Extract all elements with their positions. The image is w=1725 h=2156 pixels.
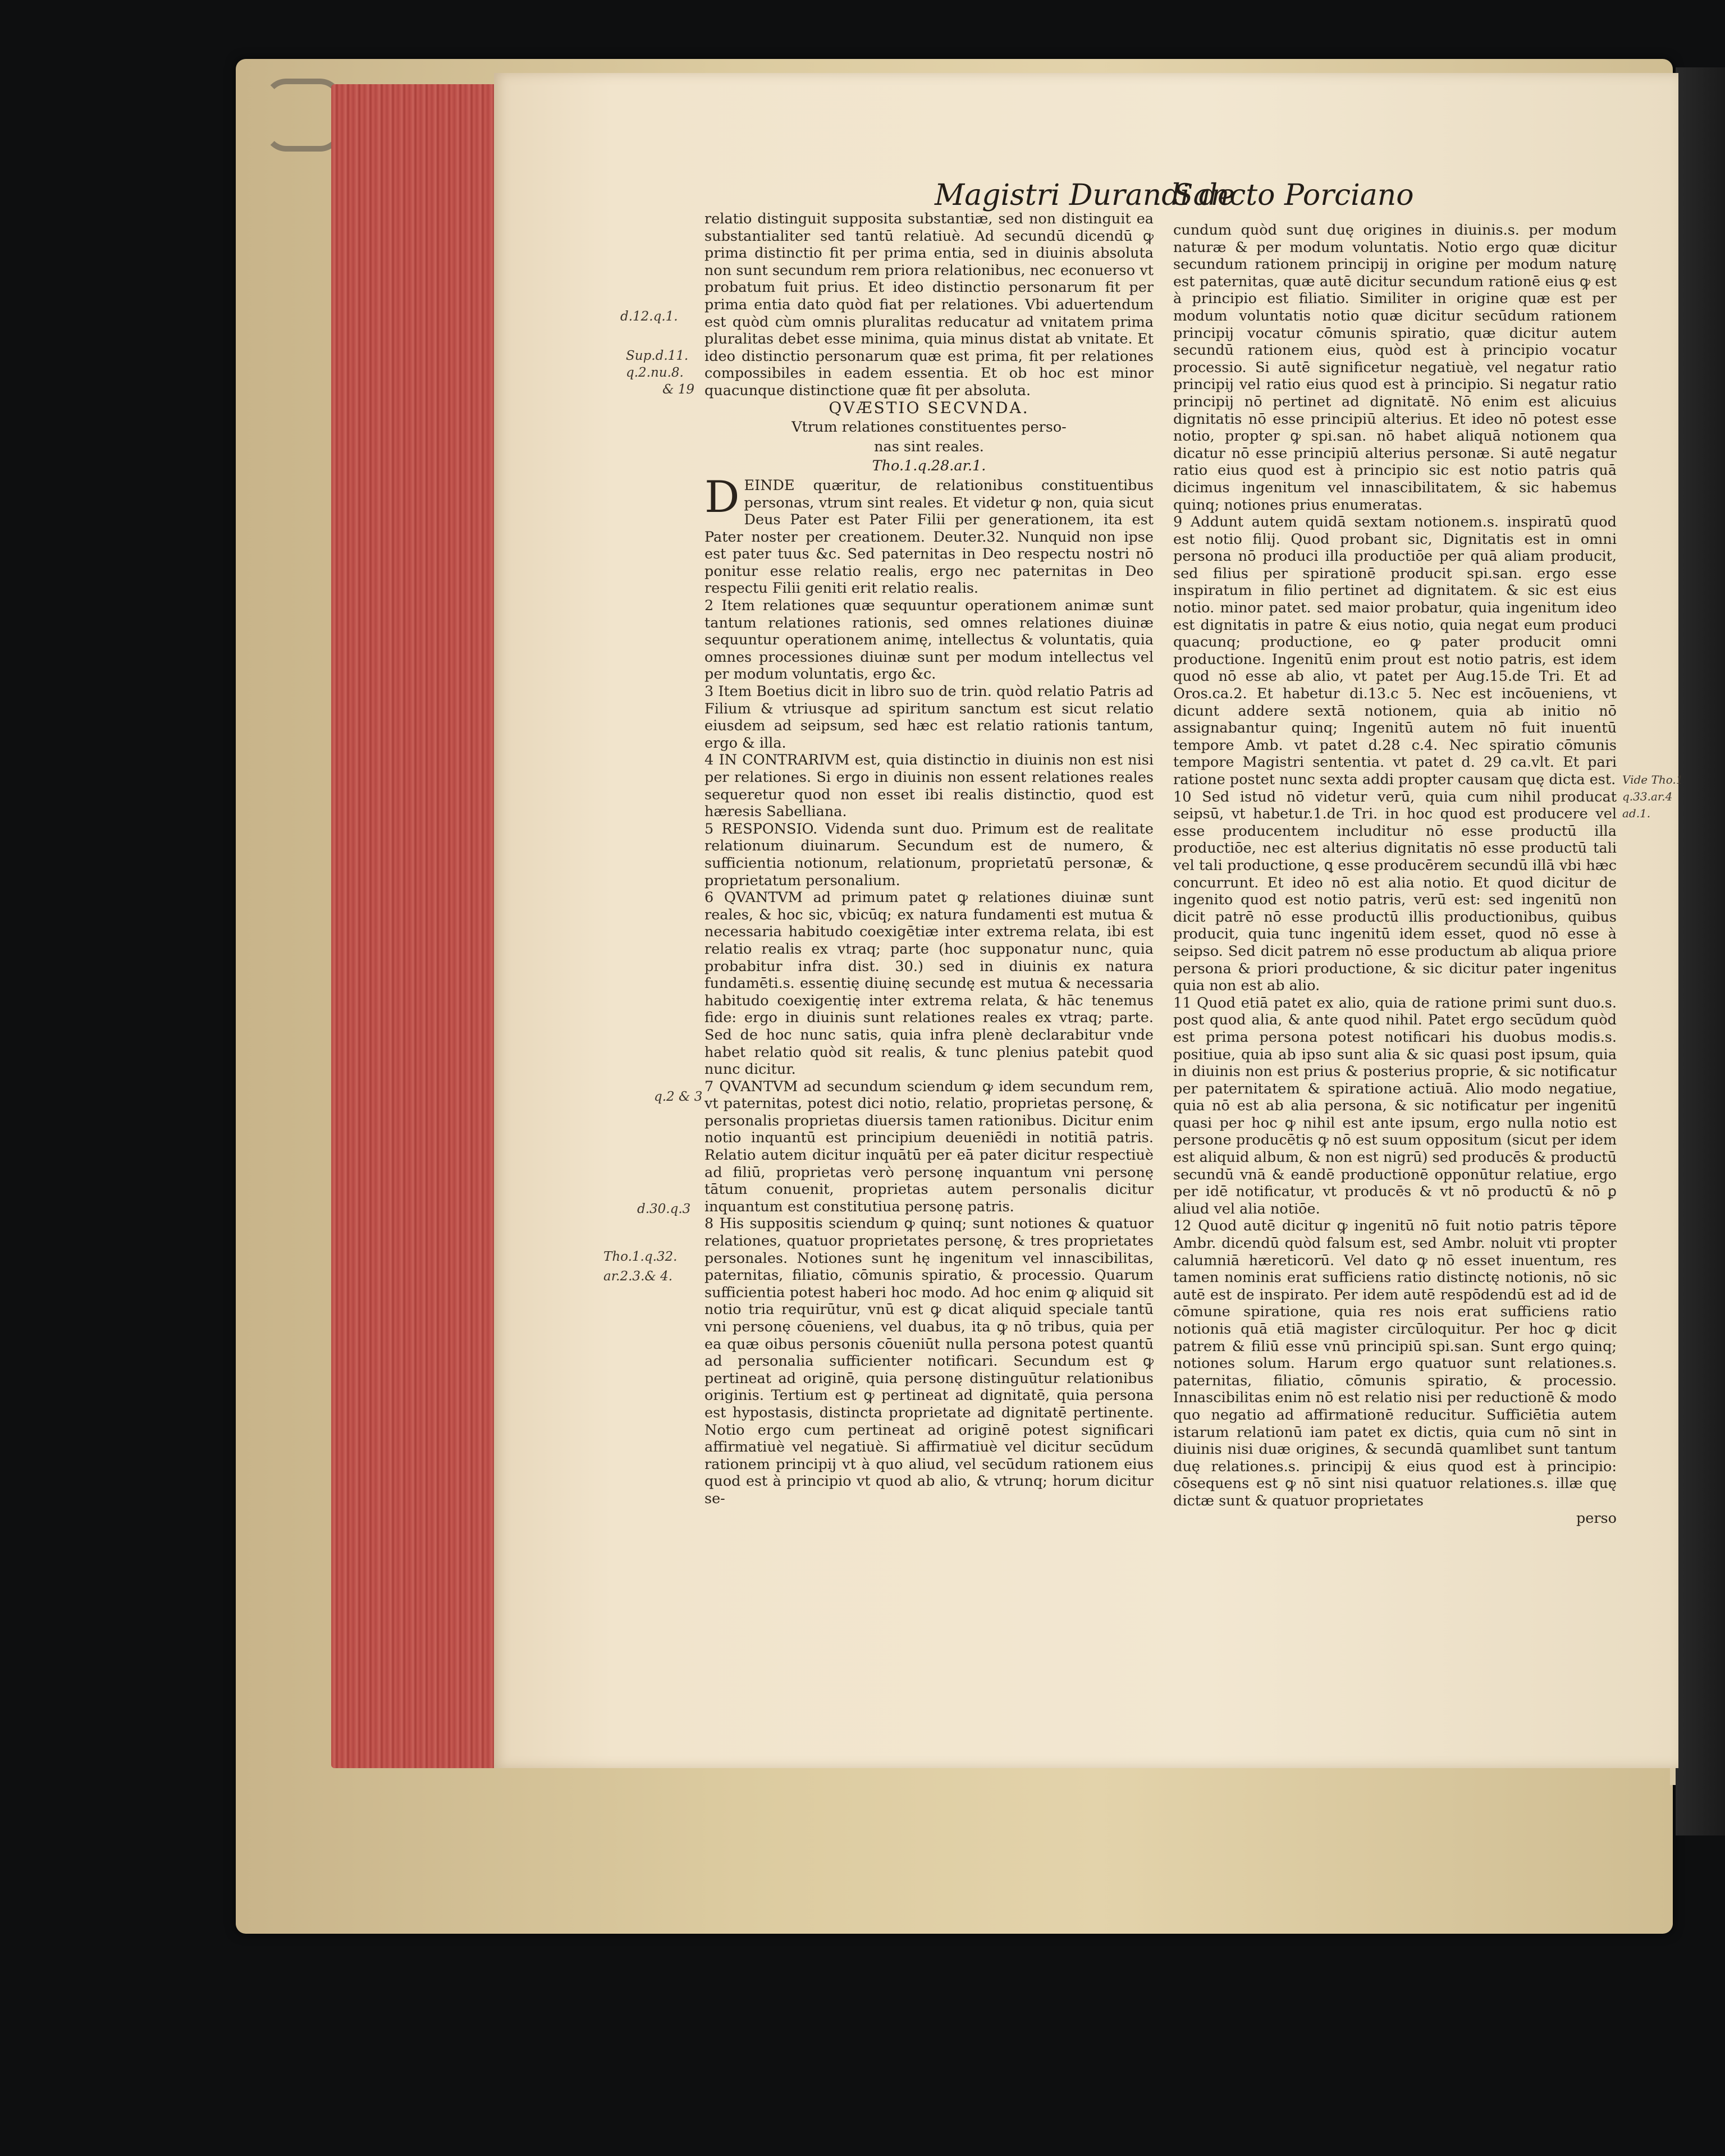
margin-note: d.30.q.3 xyxy=(637,1202,691,1216)
margin-note: Vide Tho.1 xyxy=(1622,773,1683,786)
red-page-edges xyxy=(331,84,500,1768)
paragraph: 5 RESPONSIO. Videnda sunt duo. Primum est de realitate relationum diuinarum. Secundum est de numero, & sufficientia notionum, relationum, proprietatū personæ, & proprietatum personalium. xyxy=(704,820,1154,889)
left-text-column xyxy=(704,210,1154,1508)
question-reference: Tho.1.q.28.ar.1. xyxy=(872,457,986,475)
margin-note: ar.2.3.& 4. xyxy=(603,1269,673,1284)
margin-note: Sup.d.11. xyxy=(626,349,689,363)
right-text-column xyxy=(1173,222,1617,1527)
paragraph: 8 His suppositis sciendum ꝙ quinq; sunt notiones & quatuor relationes, quatuor proprietates personę, & tres proprietates personales. Notiones sunt hę ingenitum vel innascibilitas, paternitas, filiatio, cōmunis spiratio, & processio. Quarum sufficientia potest haberi hoc modo. Ad hoc enim ꝙ aliquid sit notio tria requirūtur, vnū est ꝙ dicat aliquid speciale tantū vni personę cōueniens, vel duabus, ita ꝙ nō tribus, quia per ea quæ oibus personis cōueniūt nulla persona potest quantū ad personalia sufficienter notificari. Secundum est ꝙ pertineat ad originē, quia personę distinguūtur relationibus originis. Tertium est ꝙ pertineat ad dignitatē, quia persona est hypostasis, distincta proprietate ad dignitatē pertinente. Notio ergo cum pertineat ad originē potest significari affirmatiuè vel negatiuè. Si affirmatiuè vel dicitur secūdum rationem principij vt à quo aliud, vel secūdum rationem eius quod est à principio vt quod ab alio, & vtrunq; horum dicitur se- xyxy=(704,1215,1154,1507)
paragraph: 11 Quod etiā patet ex alio, quia de ratione primi sunt duo.s. post quod alia, & ante quod nihil. Patet ergo secūdum quòd est prima persona potest notificari his duobus modis.s. positiue, quia ab ipso sunt alia & sic quasi post ipsum, quia in diuinis non est prius & posterius proprie, & sic notificatur per paternitatem & spiratione actiuā. Alio modo negatiue, quia nō est ab alia persona, & sic notificatur per ingenitū quasi per hoc ꝙ nihil est ante ipsum, ergo nulla notio est persone producētis ꝙ nō est suum oppositum (sicut per idem est aliquid album, & non est nigrū) sed producēs & productū secundū vnā & eandē productionē opponūtur relatiue, ergo per idē notificatur, vt producēs & vt nō productū & nō ꝑ aliud vel alia notiōe. xyxy=(1173,994,1617,1217)
paragraph: 3 Item Boetius dicit in libro suo de trin. quòd relatio Patris ad Filium & vtriusque ad spiritum sanctum est sicut relatio eiusdem ad seipsum, sed hæc est relatio rationis tantum, ergo & illa. xyxy=(704,683,1154,752)
paragraph: 10 Sed istud nō videtur verū, quia cum nihil producat seipsū, vt habetur.1.de Tri. in hoc quod est producere vel esse producentem includitur nō esse productū illa productiōe, nec est alterius dignitatis nō esse productū tali vel tali productione, ꝗ esse producērem secundū illā vbi hæc concurrunt. Et ideo nō est alia notio. Et quod dicitur de ingenito quod est notio patris, verū est: sed ingenitū non dicit patrē nō esse productū illis productionibus, quibus producit, quia tunc ingenitū idem esset, quod nō esse à seipso. Sed dicit patrem nō esse productum ab aliqua priore persona & priori productione, & sic dicitur pater ingenitus quia non est ab alio. xyxy=(1173,788,1617,995)
margin-note: ad.1. xyxy=(1622,807,1651,820)
paragraph: relatio distinguit supposita substantiæ, sed non distinguit ea substantialiter sed tantū relatiuè. Ad secundū dicendū ꝙ prima distinctio fit per prima entia, sed in diuinis absoluta non sunt secundum rem priora relationibus, nec econuerso vt probatum fuit prius. Et ideo distinctio personarum fit per prima entia dato quòd fiat per relationes. Vbi aduertendum est quòd cùm omnis pluralitas reducatur ad vnitatem prima pluralitas debet esse minima, quia minus distat ab vnitate. Et ideo distinctio personarum quæ est prima, fit per relationes compossibiles in eadem essentia. Et ob hoc est minor quacunque distinctione quæ fit per absoluta. xyxy=(704,210,1154,399)
question-subtitle: Vtrum relationes constituentes perso- xyxy=(791,419,1067,436)
paragraph: cundum quòd sunt duę origines in diuinis.s. per modum naturæ & per modum voluntatis. Notio ergo quæ dicitur secundum rationem principij in origine per modum naturę est paternitas, quæ autē dicitur secundum rationē eius ꝙ est à principio est filiatio. Similiter in origine quæ est per modum voluntatis notio quæ dicitur secūdum rationem principij vocatur cōmunis spiratio, quæ dicitur autem secundū rationem eius, quòd est à principio vocatur processio. Si autē significetur negatiuè, vel negatur ratio principij vel ratio eius quod est à principio. Si negatur ratio principij nō pertinet ad dignitatē. Nō enim est alicuius dignitatis nō esse principiū alterius. Et ideo nō potest esse notio, propter ꝙ spi.san. nō habet aliquā notionem qua dicatur nō esse principiū alterius personæ. Si autē negatur ratio eius quod est à principio sic est notio patris quā dicimus ingenitum vel innascibilitatem, & sic habemus quinq; notiones prius enumeratas. xyxy=(1173,222,1617,514)
dark-background-right xyxy=(1676,67,1725,1835)
margin-note: q.33.ar.4 xyxy=(1622,790,1673,803)
catchword: perso xyxy=(1576,1509,1617,1527)
paragraph: 2 Item relationes quæ sequuntur operationem animæ sunt tantum relationes rationis, sed omnes relationes diuinæ sequuntur operationem animę, intellectus & voluntatis, quia omnes processiones diuinæ sunt per modum intellectus vel per modum voluntatis, ergo &c. xyxy=(704,597,1154,683)
drop-capital: D xyxy=(704,472,740,523)
paragraph: 7 QVANTVM ad secundum sciendum ꝙ idem secundum rem, vt paternitas, potest dici notio, relatio, proprietas personę, & personalis proprietas diuersis tamen rationibus. Dicitur enim notio inquantū est principium deueniēdi in notitiā patris. Relatio autem dicitur inquātū per eā pater dicitur respectiuè ad filiū, proprietas verò personę inquantum vni personę tātum conuenit, proprietas autem personalis dicitur inquantum est constitutiua personę patris. xyxy=(704,1078,1154,1215)
paragraph: DEINDE quæritur, de relationibus constituentibus personas, vtrum sint reales. Et videtur ꝙ non, quia sicut Deus Pater est Pater Filii per generationem, ita est Pater noster per creationem. Deuter.32. Nunquid non ipse est pater tuus &c. Sed paternitas in Deo respectu nostri nō ponitur esse relatio realis, ergo nec paternitas in Deo respectu Filii geniti erit relatio realis. xyxy=(704,472,1154,597)
binding-tie xyxy=(264,79,342,152)
margin-note: & 19 xyxy=(662,382,695,397)
running-header-right: Sancto Porciano xyxy=(1173,178,1414,212)
question-subtitle: nas sint reales. xyxy=(874,438,984,455)
margin-note: Tho.1.q.32. xyxy=(603,1249,678,1264)
margin-note: q.2 & 3 xyxy=(654,1090,703,1104)
paragraph: 6 QVANTVM ad primum patet ꝙ relationes diuinæ sunt reales, & hoc sic, vbicūq; ex natura fundamenti est mutua & necessaria habitudo coexigētiæ inter extrema relata, ibi est relatio realis ex vtraq; parte (hoc supponatur nunc, quia probabitur infra dist. 30.) sed in diuinis ex natura fundamēti.s. essentię diuinę secundę est mutua & necessaria habitudo coexigentię inter extrema relata, & hāc tenemus fide: ergo in diuinis sunt relationes reales ex vtraq; parte. Sed de hoc nunc satis, quia infra plenè declarabitur vnde habet relatio quòd sit realis, & tunc plenius patebit quod nunc dicitur. xyxy=(704,889,1154,1078)
margin-note: q.2.nu.8. xyxy=(626,365,684,380)
running-header-left: Magistri Durandi de xyxy=(935,178,1235,212)
paragraph: 4 IN CONTRARIVM est, quia distinctio in diuinis non est nisi per relationes. Si ergo in diuinis non essent relationes reales sequeretur quod non esset ibi realis distinctio, quod est hæresis Sabelliana. xyxy=(704,752,1154,821)
paragraph: 9 Addunt autem quidā sextam notionem.s. inspiratū quod est notio filij. Quod probant sic, Dignitatis est in omni persona nō produci illa productiōe per quā aliam producit, sed filius per spirationē producit spi.san. ergo esse inspiratum in filio pertinet ad dignitatem. & sic est eius notio. minor patet. sed maior probatur, quia ingenitum ideo est dignitatis in patre & eius notio, quia negat eum produci quacunq; productione, eo ꝙ pater producit omni productione. Ingenitū enim prout est notio patris, est idem quod nō esse ab alio, vt patet per Aug.15.de Tri. Et ad Oros.ca.2. Et habetur di.13.c 5. Nec est incōueniens, vt dicunt addere sextā notionem, quia ab initio nō assignabantur quinq; Ingenitū autem nō fuit inuentū tempore Amb. vt patet d.28 c.4. Nec spiratio cōmunis tempore Magistri sententia. vt patet d. 29 ca.vlt. Et pari ratione postet nunc sexta addi propter causam quę dicta est. xyxy=(1173,514,1617,788)
margin-note: d.12.q.1. xyxy=(620,309,678,324)
paragraph: 12 Quod autē dicitur ꝙ ingenitū nō fuit notio patris tēpore Ambr. dicendū quòd falsum est, sed Ambr. noluit vti propter calumniā hæreticorū. Vel dato ꝙ nō esset inuentum, res tamen nominis erat sufficiens ratio distinctę notionis, nō sic autē est de inspirato. Per idem autē respōdendū est ad id de cōmune spiratione, quia res nois erat sufficiens ratio notionis quā etiā magister circūloquitur. Per hoc ꝙ dicit patrem & filiū esse vnū principiū spi.san. Sunt ergo quinq; notiones solum. Harum ergo quatuor sunt relationes.s. paternitas, filiatio, cōmunis spiratio, & processio. Innascibilitas enim nō est relatio nisi per reductionē & modo quo negatio ad affirmationē reducitur. Sufficiētia autem istarum relationū iam patet ex dictis, quia cum nō sint in diuinis nisi duæ origines, & secundā quamlibet sunt tantum duę relationes.s. principij & eius quod est à principio: cōsequens est ꝙ nō sint nisi quatuor relationes.s. illæ quę dictæ sunt & quatuor proprietates xyxy=(1173,1217,1617,1509)
question-title: QVÆSTIO SECVNDA. xyxy=(829,398,1029,417)
